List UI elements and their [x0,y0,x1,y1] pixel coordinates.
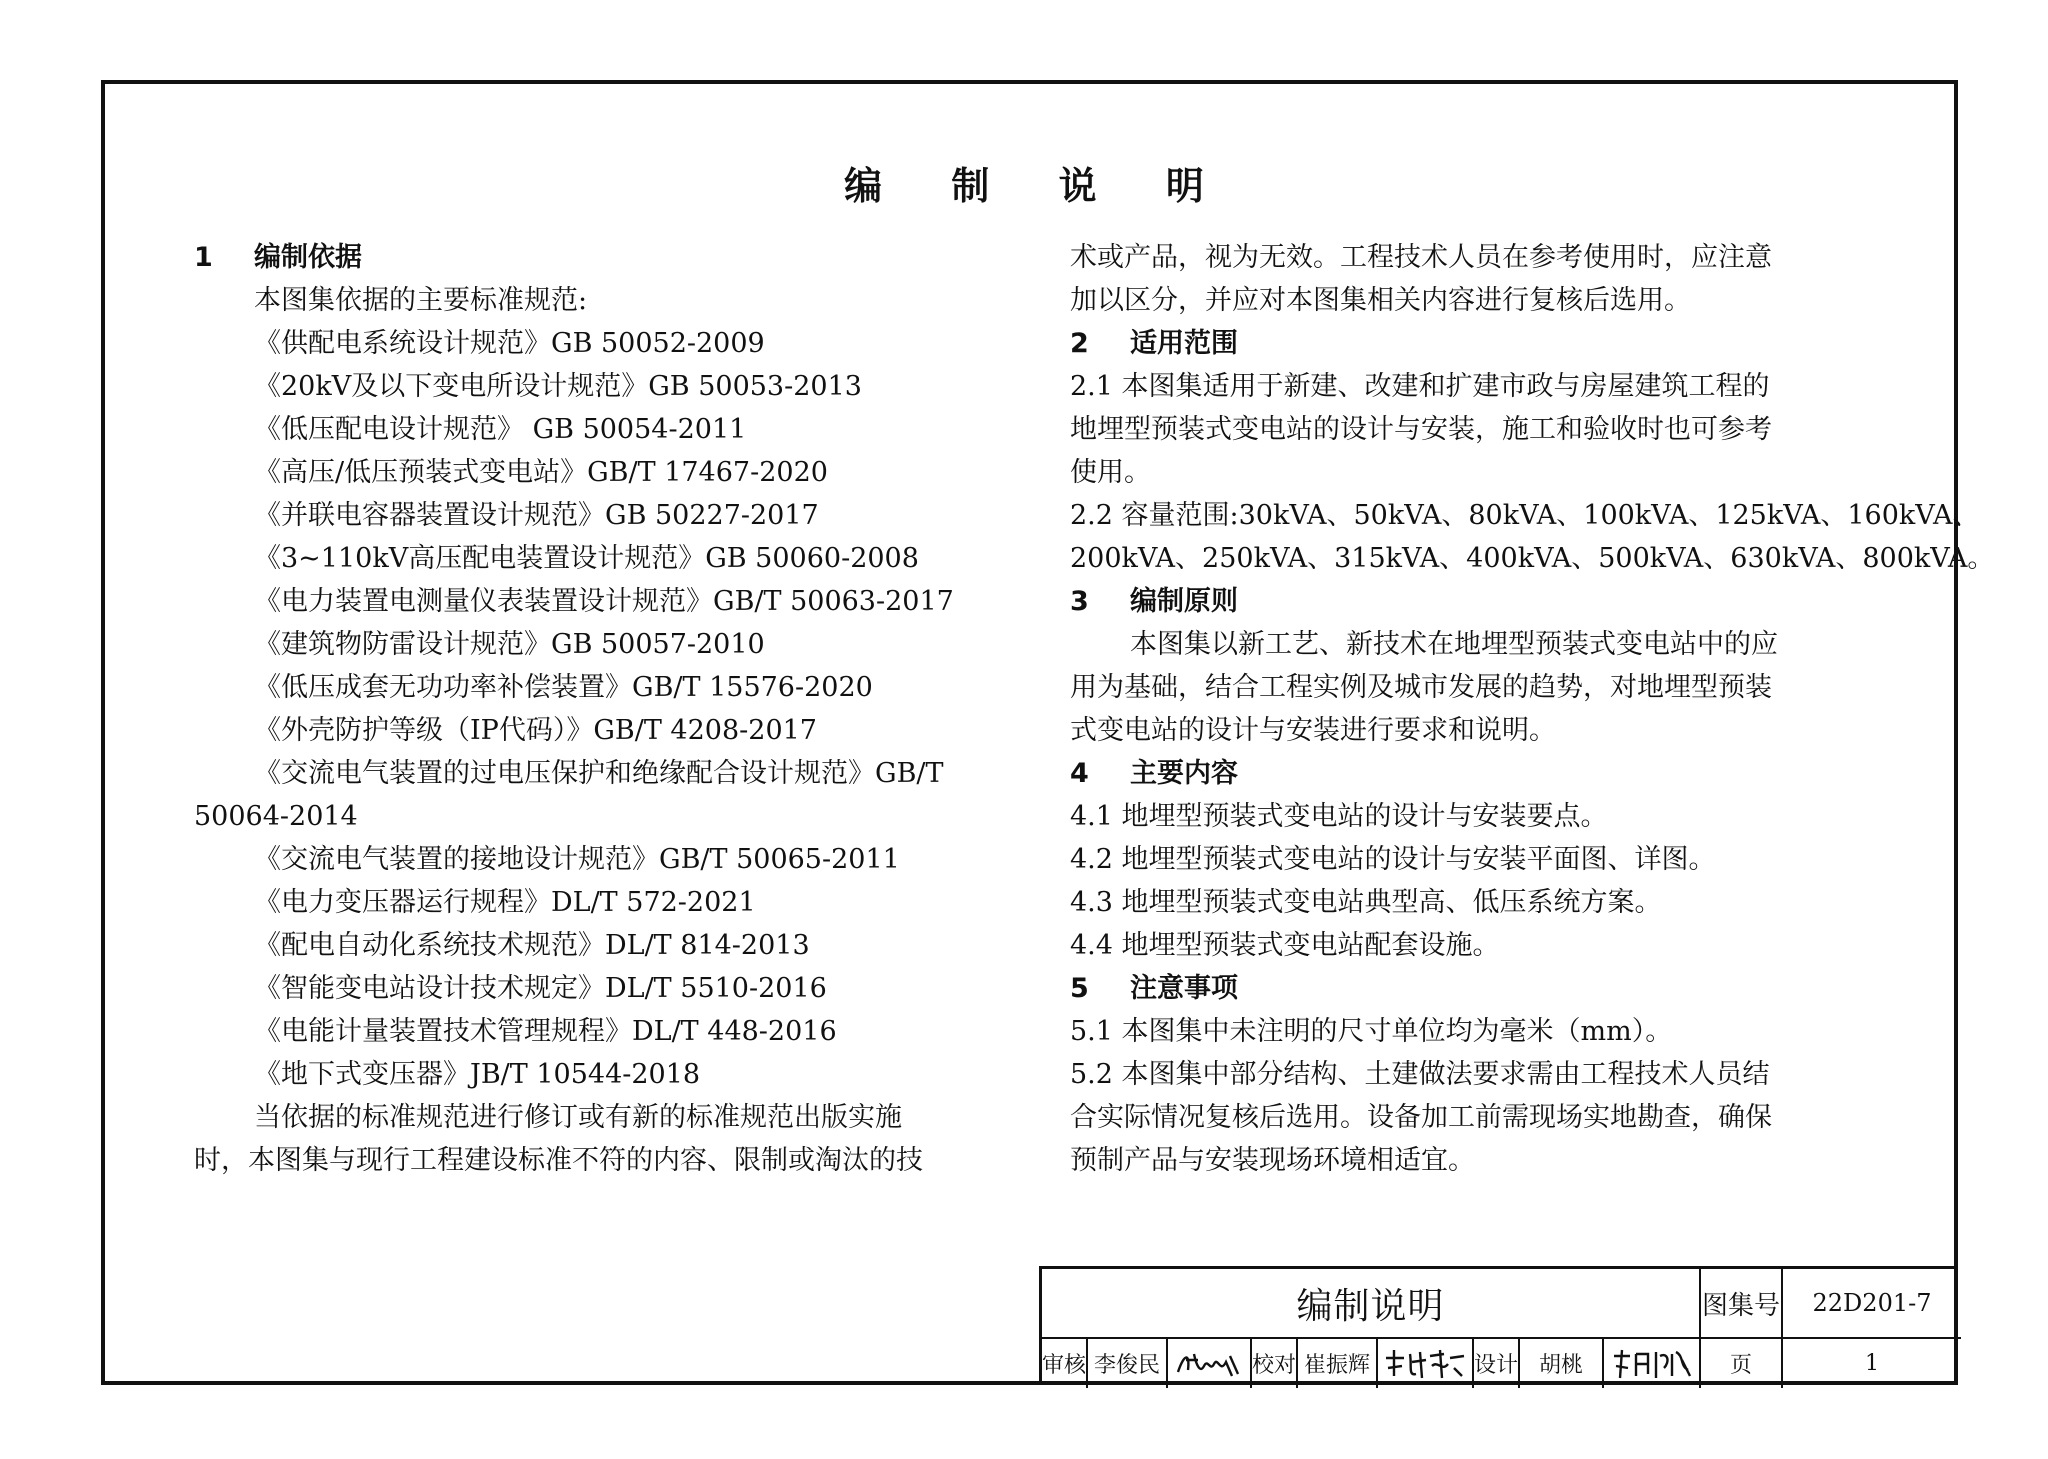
closing-text-line: 当依据的标准规范进行修订或有新的标准规范出版实施 [254,1102,902,1133]
atlas-number-label: 图集号 [1701,1269,1783,1339]
standard-item: 《电能计量装置技术管理规程》DL/T 448-2016 [254,1016,837,1047]
left-column [194,236,994,1182]
standard-item: 《并联电容器装置设计规范》GB 50227-2017 [254,500,819,531]
section-number: 5 [1070,973,1089,1004]
design-label: 设计 [1474,1339,1520,1388]
reviewer-signature [1168,1339,1252,1388]
list-item: 4.2 地埋型预装式变电站的设计与安装平面图、详图。 [1070,844,1716,875]
standard-item: 《智能变电站设计技术规定》DL/T 5510-2016 [254,973,827,1004]
closing-text-line: 时，本图集与现行工程建设标准不符的内容、限制或淘汰的技 [194,1145,923,1176]
section-number: 4 [1070,758,1089,789]
checker-name: 崔振辉 [1298,1339,1378,1388]
standard-item: 《配电自动化系统技术规范》DL/T 814-2013 [254,930,810,961]
paragraph-line: 合实际情况复核后选用。设备加工前需现场实地勘查，确保 [1070,1102,1772,1133]
check-label: 校对 [1252,1339,1298,1388]
paragraph-line: 5.1 本图集中未注明的尺寸单位均为毫米（mm）。 [1070,1016,1673,1047]
section-number: 1 [194,242,213,273]
section-title: 主要内容 [1130,758,1238,789]
continuation-line: 加以区分，并应对本图集相关内容进行复核后选用。 [1070,285,1691,316]
reviewer-signature-graphic [1174,1346,1244,1382]
list-item: 4.3 地埋型预装式变电站典型高、低压系统方案。 [1070,887,1662,918]
section-title: 适用范围 [1130,328,1238,359]
standard-item: 《低压配电设计规范》 GB 50054-2011 [254,414,747,445]
paragraph-line: 本图集以新工艺、新技术在地埋型预装式变电站中的应 [1130,629,1778,660]
standard-item: 《电力变压器运行规程》DL/T 572-2021 [254,887,756,918]
designer-name: 胡桃 [1520,1339,1604,1388]
title-block [1039,1266,1958,1385]
standard-item: 《电力装置电测量仪表装置设计规范》GB/T 50063-2017 [254,586,954,617]
standard-item: 《交流电气装置的接地设计规范》GB/T 50065-2011 [254,844,900,875]
reviewer-name: 李俊民 [1088,1339,1168,1388]
section-title: 编制依据 [254,242,362,273]
page-number: 1 [1865,1351,1879,1376]
section-4-heading [1070,752,1870,795]
standard-item: 《低压成套无功功率补偿装置》GB/T 15576-2020 [254,672,873,703]
page-title: 编 制 说 明 [844,164,1232,208]
intro-text: 本图集依据的主要标准规范: [254,285,588,316]
standard-item: 《20kV及以下变电所设计规范》GB 50053-2013 [254,371,862,402]
drawing-name: 编制说明 [1042,1269,1701,1339]
section-number: 2 [1070,328,1089,359]
paragraph-line: 式变电站的设计与安装进行要求和说明。 [1070,715,1556,746]
paragraph-line: 2.2 容量范围:30kVA、50kVA、80kVA、100kVA、125kVA、160kVA、 [1070,500,1980,531]
standard-wrap-line: 50064-2014 [194,801,358,832]
paragraph-line: 使用。 [1070,457,1151,488]
section-1-heading [194,236,994,279]
paragraph-line: 用为基础，结合工程实例及城市发展的趋势，对地埋型预装 [1070,672,1772,703]
designer-signature [1604,1339,1701,1388]
standard-item: 《高压/低压预装式变电站》GB/T 17467-2020 [254,457,828,488]
designer-signature-graphic [1610,1346,1694,1382]
standards-list-continued [194,838,994,1096]
section-title: 编制原则 [1130,586,1238,617]
paragraph-line: 5.2 本图集中部分结构、土建做法要求需由工程技术人员结 [1070,1059,1770,1090]
standard-item: 《外壳防护等级（IP代码）》GB/T 4208-2017 [254,715,817,746]
list-item: 4.1 地埋型预装式变电站的设计与安装要点。 [1070,801,1608,832]
paragraph-line: 2.1 本图集适用于新建、改建和扩建市政与房屋建筑工程的 [1070,371,1770,402]
section-2-heading [1070,322,1870,365]
section-3-heading [1070,580,1870,623]
continuation-line: 术或产品，视为无效。工程技术人员在参考使用时，应注意 [1070,242,1772,273]
paragraph-line: 200kVA、250kVA、315kVA、400kVA、500kVA、630kVA、800kVA。 [1070,543,1995,574]
standard-item: 《建筑物防雷设计规范》GB 50057-2010 [254,629,765,660]
review-label: 审核 [1042,1339,1088,1388]
section-number: 3 [1070,586,1089,617]
section-title: 注意事项 [1130,973,1238,1004]
atlas-number-value: 22D201-7 [1783,1269,1961,1339]
standard-item: 《3~110kV高压配电装置设计规范》GB 50060-2008 [254,543,919,574]
standard-item: 《供配电系统设计规范》GB 50052-2009 [254,328,765,359]
standard-item: 《地下式变压器》JB/T 10544-2018 [254,1059,701,1090]
page-label: 页 [1701,1339,1783,1388]
checker-signature [1378,1339,1474,1388]
paragraph-line: 地埋型预装式变电站的设计与安装，施工和验收时也可参考 [1070,414,1772,445]
list-item: 4.4 地埋型预装式变电站配套设施。 [1070,930,1500,961]
right-column [1070,236,1995,1182]
standards-list [194,322,994,795]
section-5-heading [1070,967,1870,1010]
paragraph-line: 预制产品与安装现场环境相适宜。 [1070,1145,1475,1176]
checker-signature-graphic [1382,1346,1468,1382]
standard-item: 《交流电气装置的过电压保护和绝缘配合设计规范》GB/T [254,758,944,789]
